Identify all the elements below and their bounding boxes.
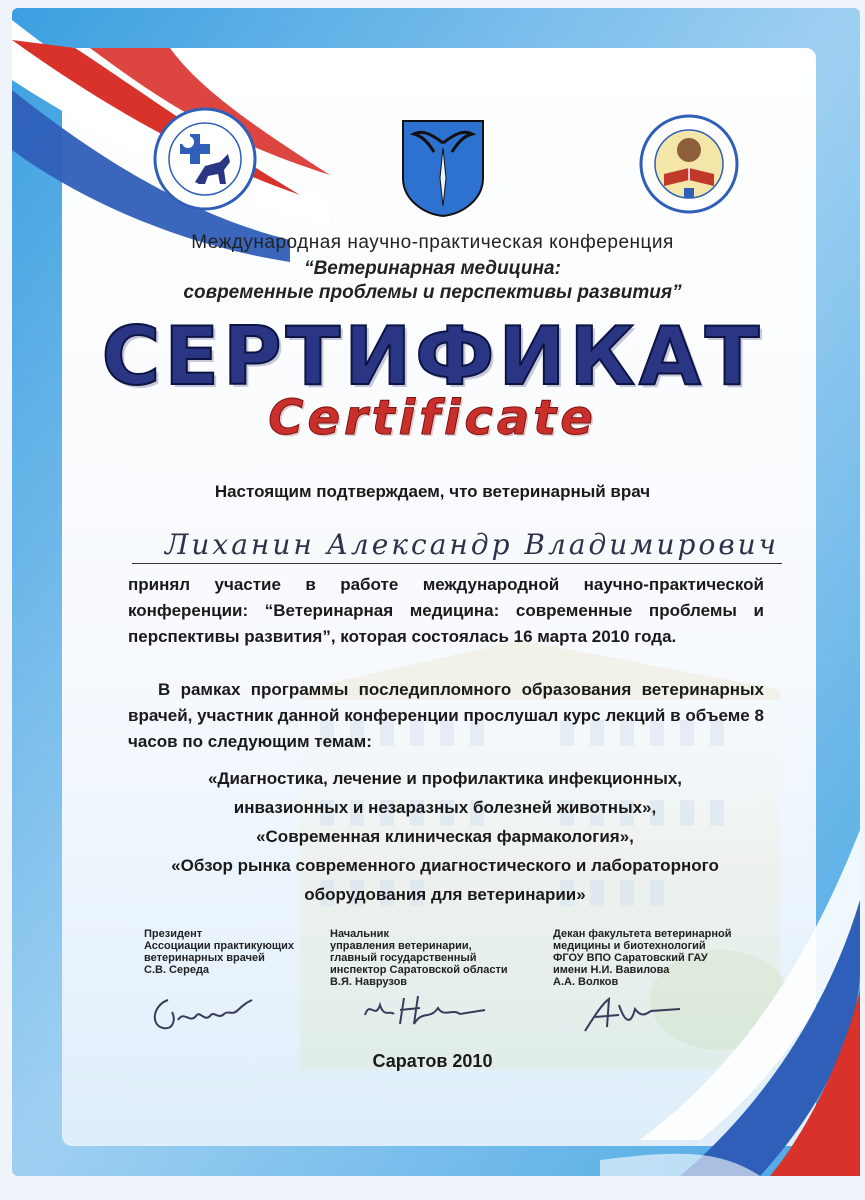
- university-emblem-icon: [638, 112, 740, 216]
- veterinary-association-logo: [150, 104, 260, 214]
- coat-of-arms-icon: [400, 118, 486, 218]
- conference-title-line1: “Ветеринарная медицина:: [304, 258, 561, 279]
- recipient-name-handwritten: Лиханин Александр Владимирович: [165, 528, 780, 561]
- program-paragraph: В рамках программы последипломного образования ветеринарных врачей, участник данной конференции прослушал курс лекций в объеме 8 часов по следующим темам:: [128, 680, 764, 751]
- intro-text: Настоящим подтверждаем, что ветеринарный врач: [214, 482, 651, 501]
- signature-navruzov: [360, 990, 490, 1030]
- certificate-title-ru: СЕРТИФИКАТ: [101, 310, 764, 403]
- signatory-president: Президент Ассоциации практикующих ветеринарных врачей С.В. Середа: [144, 928, 295, 976]
- topic-line: «Современная клиническая фармакология»,: [256, 827, 634, 846]
- recipient-underline: [132, 563, 782, 564]
- conference-type: Международная научно-практическая конференция: [191, 232, 674, 253]
- signatory-vet-department: Начальник управления ветеринарии, главный государственный инспектор Саратовской области В.Я. Наврузов: [330, 928, 508, 988]
- signatory-dean: Декан факультета ветеринарной медицины и биотехнологий ФГОУ ВПО Саратовский ГАУ имени Н.И. Вавилова А.А. Волков: [553, 928, 732, 988]
- conference-title-line2: современные проблемы и перспективы развития”: [183, 282, 682, 303]
- city-year: Саратов 2010: [372, 1051, 493, 1071]
- certificate-title-en: Certificate: [268, 390, 597, 446]
- topic-line: «Обзор рынка современного диагностического и лабораторного: [171, 856, 719, 875]
- topic-line: оборудования для ветеринарии»: [304, 885, 586, 904]
- participation-paragraph: принял участие в работе международной научно-практической конференции: “Ветеринарная медицина: современные проблемы и перспективы развития”, которая состоялась 16 марта 2010 года.: [128, 575, 764, 646]
- topic-line: «Диагностика, лечение и профилактика инфекционных,: [207, 769, 683, 788]
- signature-volkov: [575, 995, 685, 1035]
- cat-icon: [182, 136, 194, 148]
- topic-line: инвазионных и незаразных болезней животных»,: [233, 798, 657, 817]
- topics-list: [100, 764, 790, 909]
- signature-sereda: [148, 990, 258, 1035]
